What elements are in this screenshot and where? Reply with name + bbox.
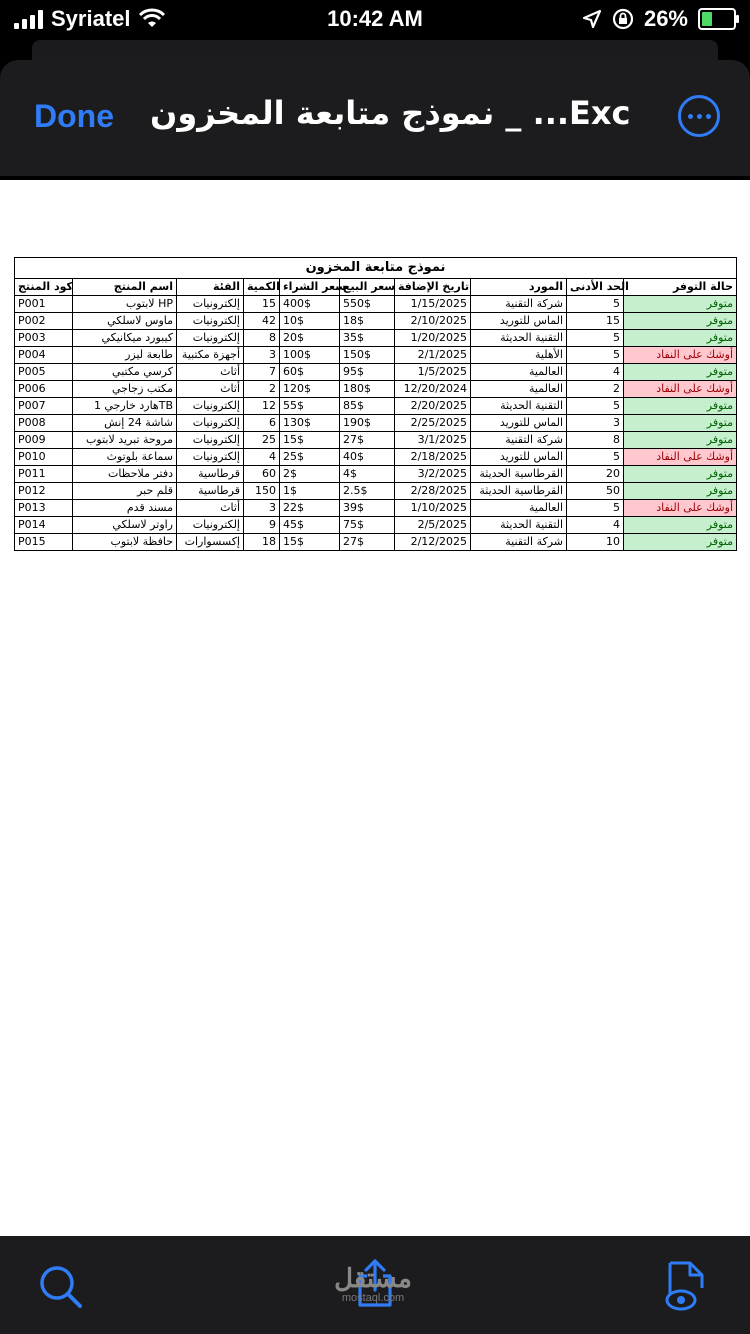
- buy-price-cell: 10$: [280, 313, 340, 330]
- header-quantity: الكمية: [244, 279, 280, 296]
- min-level-cell: 3: [567, 415, 624, 432]
- quantity-cell: 3: [244, 500, 280, 517]
- product-code-cell: P006: [15, 381, 73, 398]
- buy-price-cell: 15$: [280, 432, 340, 449]
- status-badge-cell: أوشك على النفاد: [624, 381, 737, 398]
- status-badge-cell: متوفر: [624, 313, 737, 330]
- date-added-cell: 2/20/2025: [395, 398, 471, 415]
- location-arrow-icon: [582, 9, 602, 29]
- quantity-cell: 4: [244, 449, 280, 466]
- supplier-cell: الأهلية: [471, 347, 567, 364]
- search-icon[interactable]: [38, 1264, 84, 1310]
- table-row: [15, 415, 737, 432]
- min-level-cell: 20: [567, 466, 624, 483]
- category-cell: قرطاسية: [177, 483, 244, 500]
- quantity-cell: 12: [244, 398, 280, 415]
- table-row: [15, 364, 737, 381]
- min-level-cell: 4: [567, 364, 624, 381]
- date-added-cell: 2/25/2025: [395, 415, 471, 432]
- min-level-cell: 15: [567, 313, 624, 330]
- sell-price-cell: 95$: [340, 364, 395, 381]
- date-added-cell: 1/20/2025: [395, 330, 471, 347]
- battery-percent: 26%: [643, 6, 688, 31]
- product-name-cell: طابعة ليزر: [73, 347, 177, 364]
- table-row: [15, 466, 737, 483]
- battery-icon: [698, 8, 736, 30]
- table-row: [15, 517, 737, 534]
- watermark: [318, 1264, 428, 1304]
- buy-price-cell: 25$: [280, 449, 340, 466]
- product-code-cell: P014: [15, 517, 73, 534]
- buy-price-cell: 60$: [280, 364, 340, 381]
- buy-price-cell: 100$: [280, 347, 340, 364]
- buy-price-cell: 2$: [280, 466, 340, 483]
- buy-price-cell: 22$: [280, 500, 340, 517]
- quantity-cell: 18: [244, 534, 280, 551]
- product-code-cell: P012: [15, 483, 73, 500]
- table-row: [15, 313, 737, 330]
- category-cell: إلكترونيات: [177, 296, 244, 313]
- status-badge-cell: متوفر: [624, 517, 737, 534]
- ellipsis-circle-icon[interactable]: [678, 95, 720, 137]
- product-code-cell: P007: [15, 398, 73, 415]
- sell-price-cell: 190$: [340, 415, 395, 432]
- header-row: [15, 279, 737, 296]
- product-code-cell: P003: [15, 330, 73, 347]
- header-name: اسم المنتج: [73, 279, 177, 296]
- supplier-cell: الماس للتوريد: [471, 313, 567, 330]
- header-date-added: تاريخ الإضافة: [395, 279, 471, 296]
- sell-price-cell: 4$: [340, 466, 395, 483]
- date-added-cell: 1/5/2025: [395, 364, 471, 381]
- category-cell: أثاث: [177, 381, 244, 398]
- date-added-cell: 1/15/2025: [395, 296, 471, 313]
- quantity-cell: 42: [244, 313, 280, 330]
- header-code: كود المنتج: [15, 279, 73, 296]
- min-level-cell: 50: [567, 483, 624, 500]
- product-code-cell: P005: [15, 364, 73, 381]
- min-level-cell: 4: [567, 517, 624, 534]
- quantity-cell: 15: [244, 296, 280, 313]
- rotation-lock-icon: [612, 8, 634, 30]
- clock: 10:42 AM: [327, 6, 423, 31]
- supplier-cell: القرطاسية الحديثة: [471, 483, 567, 500]
- status-bar: [0, 0, 750, 42]
- header-buy-price: سعر الشراء: [280, 279, 340, 296]
- min-level-cell: 2: [567, 381, 624, 398]
- quantity-cell: 3: [244, 347, 280, 364]
- buy-price-cell: 55$: [280, 398, 340, 415]
- bottom-toolbar: [0, 1236, 750, 1334]
- sell-price-cell: 27$: [340, 534, 395, 551]
- supplier-cell: التقنية الحديثة: [471, 330, 567, 347]
- buy-price-cell: 45$: [280, 517, 340, 534]
- supplier-cell: القرطاسية الحديثة: [471, 466, 567, 483]
- product-code-cell: P015: [15, 534, 73, 551]
- watermark-arabic: مستقل: [334, 1263, 412, 1293]
- product-code-cell: P004: [15, 347, 73, 364]
- min-level-cell: 5: [567, 398, 624, 415]
- min-level-cell: 5: [567, 296, 624, 313]
- sell-price-cell: 550$: [340, 296, 395, 313]
- product-code-cell: P010: [15, 449, 73, 466]
- supplier-cell: العالمية: [471, 364, 567, 381]
- markup-document-icon[interactable]: [664, 1260, 710, 1312]
- buy-price-cell: 120$: [280, 381, 340, 398]
- product-name-cell: مروحة تبريد لابتوب: [73, 432, 177, 449]
- min-level-cell: 5: [567, 449, 624, 466]
- category-cell: إلكترونيات: [177, 313, 244, 330]
- supplier-cell: العالمية: [471, 500, 567, 517]
- category-cell: إلكترونيات: [177, 517, 244, 534]
- product-name-cell: ماوس لاسلكي: [73, 313, 177, 330]
- quantity-cell: 25: [244, 432, 280, 449]
- quantity-cell: 2: [244, 381, 280, 398]
- quantity-cell: 6: [244, 415, 280, 432]
- date-added-cell: 2/28/2025: [395, 483, 471, 500]
- sell-price-cell: 40$: [340, 449, 395, 466]
- status-badge-cell: أوشك على النفاد: [624, 449, 737, 466]
- product-name-cell: قلم حبر: [73, 483, 177, 500]
- quantity-cell: 9: [244, 517, 280, 534]
- product-name-cell: راوتر لاسلكي: [73, 517, 177, 534]
- date-added-cell: 2/5/2025: [395, 517, 471, 534]
- quantity-cell: 8: [244, 330, 280, 347]
- status-badge-cell: متوفر: [624, 364, 737, 381]
- min-level-cell: 5: [567, 500, 624, 517]
- supplier-cell: الماس للتوريد: [471, 415, 567, 432]
- category-cell: إلكترونيات: [177, 330, 244, 347]
- sell-price-cell: 85$: [340, 398, 395, 415]
- product-code-cell: P008: [15, 415, 73, 432]
- header-supplier: المورد: [471, 279, 567, 296]
- document-title: نموذج متابعة المخزون _ ...Exc: [150, 94, 631, 132]
- product-name-cell: كرسي مكتبي: [73, 364, 177, 381]
- category-cell: أجهزة مكتبية: [177, 347, 244, 364]
- product-name-cell: لابتوب HP: [73, 296, 177, 313]
- date-added-cell: 12/20/2024: [395, 381, 471, 398]
- supplier-cell: شركة التقنية: [471, 296, 567, 313]
- buy-price-cell: 130$: [280, 415, 340, 432]
- status-badge-cell: أوشك على النفاد: [624, 347, 737, 364]
- category-cell: أثاث: [177, 364, 244, 381]
- sell-price-cell: 35$: [340, 330, 395, 347]
- date-added-cell: 2/10/2025: [395, 313, 471, 330]
- supplier-cell: شركة التقنية: [471, 432, 567, 449]
- product-name-cell: هارد خارجي 1TB: [73, 398, 177, 415]
- sell-price-cell: 18$: [340, 313, 395, 330]
- sell-price-cell: 75$: [340, 517, 395, 534]
- inventory-sheet: [14, 257, 736, 551]
- status-badge-cell: متوفر: [624, 466, 737, 483]
- buy-price-cell: 1$: [280, 483, 340, 500]
- supplier-cell: العالمية: [471, 381, 567, 398]
- table-row: [15, 398, 737, 415]
- category-cell: أثاث: [177, 500, 244, 517]
- watermark-url: mostaql.com: [341, 1292, 405, 1304]
- quantity-cell: 7: [244, 364, 280, 381]
- product-code-cell: P009: [15, 432, 73, 449]
- table-row: [15, 534, 737, 551]
- category-cell: إلكترونيات: [177, 432, 244, 449]
- supplier-cell: شركة التقنية: [471, 534, 567, 551]
- category-cell: إلكترونيات: [177, 398, 244, 415]
- quantity-cell: 150: [244, 483, 280, 500]
- sell-price-cell: 27$: [340, 432, 395, 449]
- background-sheet: [32, 40, 718, 60]
- supplier-cell: الماس للتوريد: [471, 449, 567, 466]
- date-added-cell: 3/2/2025: [395, 466, 471, 483]
- table-row: [15, 500, 737, 517]
- buy-price-cell: 400$: [280, 296, 340, 313]
- navigation-bar: [0, 60, 750, 176]
- product-code-cell: P001: [15, 296, 73, 313]
- header-status: حالة التوفر: [624, 279, 737, 296]
- product-name-cell: شاشة 24 إنش: [73, 415, 177, 432]
- table-row: [15, 347, 737, 364]
- sheet-title: نموذج متابعة المخزون: [15, 258, 737, 279]
- product-name-cell: سماعة بلوتوث: [73, 449, 177, 466]
- status-right: [582, 6, 736, 32]
- status-badge-cell: متوفر: [624, 432, 737, 449]
- min-level-cell: 5: [567, 330, 624, 347]
- done-button[interactable]: Done: [34, 98, 114, 134]
- supplier-cell: التقنية الحديثة: [471, 517, 567, 534]
- product-name-cell: كيبورد ميكانيكي: [73, 330, 177, 347]
- status-badge-cell: متوفر: [624, 330, 737, 347]
- table-row: [15, 432, 737, 449]
- category-cell: إكسسوارات: [177, 534, 244, 551]
- min-level-cell: 10: [567, 534, 624, 551]
- min-level-cell: 5: [567, 347, 624, 364]
- date-added-cell: 1/10/2025: [395, 500, 471, 517]
- table-row: [15, 449, 737, 466]
- product-name-cell: مكتب زجاجي: [73, 381, 177, 398]
- sell-price-cell: 180$: [340, 381, 395, 398]
- carrier-label: Syriatel: [51, 6, 131, 31]
- quantity-cell: 60: [244, 466, 280, 483]
- date-added-cell: 2/12/2025: [395, 534, 471, 551]
- status-badge-cell: متوفر: [624, 398, 737, 415]
- product-code-cell: P011: [15, 466, 73, 483]
- min-level-cell: 8: [567, 432, 624, 449]
- status-badge-cell: متوفر: [624, 534, 737, 551]
- document-preview[interactable]: [0, 180, 750, 1236]
- sell-price-cell: 150$: [340, 347, 395, 364]
- product-name-cell: مسند قدم: [73, 500, 177, 517]
- status-badge-cell: متوفر: [624, 296, 737, 313]
- sheet-title-row: [15, 258, 737, 279]
- header-sell-price: سعر البيع: [340, 279, 395, 296]
- buy-price-cell: 15$: [280, 534, 340, 551]
- category-cell: إلكترونيات: [177, 449, 244, 466]
- sell-price-cell: 39$: [340, 500, 395, 517]
- header-min-level: الحد الأدنى: [567, 279, 624, 296]
- product-name-cell: حافظة لابتوب: [73, 534, 177, 551]
- product-code-cell: P013: [15, 500, 73, 517]
- inventory-table: [14, 257, 737, 551]
- header-category: الفئة: [177, 279, 244, 296]
- date-added-cell: 2/18/2025: [395, 449, 471, 466]
- product-code-cell: P002: [15, 313, 73, 330]
- category-cell: قرطاسية: [177, 466, 244, 483]
- sell-price-cell: 2.5$: [340, 483, 395, 500]
- date-added-cell: 2/1/2025: [395, 347, 471, 364]
- category-cell: إلكترونيات: [177, 415, 244, 432]
- table-row: [15, 483, 737, 500]
- table-row: [15, 381, 737, 398]
- product-name-cell: دفتر ملاحظات: [73, 466, 177, 483]
- table-row: [15, 296, 737, 313]
- status-badge-cell: متوفر: [624, 483, 737, 500]
- buy-price-cell: 20$: [280, 330, 340, 347]
- status-badge-cell: أوشك على النفاد: [624, 500, 737, 517]
- supplier-cell: التقنية الحديثة: [471, 398, 567, 415]
- table-row: [15, 330, 737, 347]
- status-badge-cell: متوفر: [624, 415, 737, 432]
- date-added-cell: 3/1/2025: [395, 432, 471, 449]
